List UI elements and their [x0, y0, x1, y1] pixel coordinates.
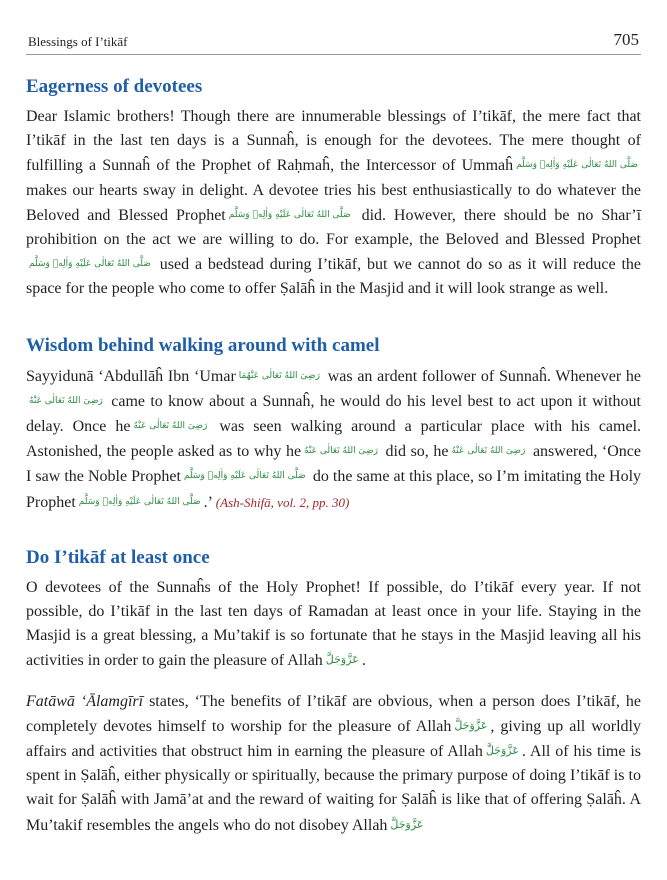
citation: (Ash-Shifā, vol. 2, pp. 30) — [215, 494, 350, 510]
honorific-companion: رَضِىَ اللهُ تَعَالٰى عَنْهُمَا — [238, 370, 320, 381]
section-heading: Do I’tikāf at least once — [26, 546, 210, 568]
honorific-companion: رَضِىَ اللهُ تَعَالٰى عَنْهُ — [133, 421, 208, 432]
section-do-itikaf-once — [26, 545, 641, 838]
section-wisdom-camel — [26, 333, 641, 515]
honorific-allah: عَزَّوَجَلَّ — [390, 817, 424, 831]
page-content — [26, 74, 641, 838]
running-title: Blessings of I’tikāf — [28, 34, 128, 49]
honorific-companion: رَضِىَ اللهُ تَعَالٰى عَنْهُ — [304, 446, 378, 457]
honorific-allah: عَزَّوَجَلَّ — [325, 653, 359, 667]
body-paragraph: O devotees of the Sunnaĥs of the Holy Prophet! If possible, do I’tikāf every year. If not possible, do I’tikāf in the last ten days of Ramadan at least once in your life. Staying in the Masjid is a great blessing, a Mu’takif is so fortunate that he stays in the Masjid leaving all his activities in order to gain the pleasure of Allah عَزَّوَجَلَّ . — [26, 576, 641, 674]
honorific-allah: عَزَّوَجَلَّ — [454, 718, 488, 732]
honorific-companion: رَضِىَ اللهُ تَعَالٰى عَنْهُ — [451, 446, 526, 457]
honorific-prophet: صَلَّى اللهُ تَعَالٰى عَلَيْهِ وَاٰلِهٖ وَسَلَّم — [78, 496, 201, 507]
body-paragraph: Fatāwā ‘Ālamgīrī states, ‘The benefits of I’tikāf are obvious, when a person does I’tikāf, he completely devotes himself to worship for the pleasure of Allah عَزَّوَجَلَّ , giving up all worldly affairs and activities that obstruct him in earning the pleasure of Allah عَزَّوَجَلَّ . All of his time is spent in Ṣalāĥ, either physically or spiritually, because the primary purpose of doing I’tikāf is to wait for Ṣalāĥ with Jamā’at and the reward of waiting for Ṣalāĥ is like that of offering Ṣalāĥ. A Mu’takif resembles the angels who do not disobey Allah عَزَّوَجَلَّ — [26, 690, 641, 838]
page-number: 705 — [613, 30, 639, 49]
body-paragraph: Sayyidunā ‘Abdullāĥ Ibn ‘Umar رَضِىَ اللهُ تَعَالٰى عَنْهُمَا was an ardent follower of Sunnaĥ. Whenever heرَضِىَ اللهُ تَعَالٰى عَنْهُ came to know about a Sunnaĥ, he would do his level best to act upon it without delay. Once he رَضِىَ اللهُ تَعَالٰى عَنْهُ was seen walking around a particular place with his camel. Astonished, the people asked as to why he رَضِىَ اللهُ تَعَالٰى عَنْهُ did so, he رَضِىَ اللهُ تَعَالٰى عَنْهُ answered, ‘Once I saw the Noble Prophet صَلَّى اللهُ تَعَالٰى عَلَيْهِ وَاٰلِهٖ وَسَلَّم do the same at this place, so I’m imitating the Holy Prophet صَلَّى اللهُ تَعَالٰى عَلَيْهِ وَاٰلِهٖ وَسَلَّم .’ (Ash-Shifā, vol. 2, pp. 30) — [26, 364, 641, 515]
honorific-companion: رَضِىَ اللهُ تَعَالٰى عَنْهُ — [29, 395, 103, 406]
body-paragraph: Dear Islamic brothers! Though there are innumerable blessings of I’tikāf, the mere fact that I’tikāf in the last ten days is a Sunnaĥ, is enough for the devotees. The mere thought of fulfilling a Sunnaĥ of the Prophet of Raḥmaĥ, the Intercessor of Ummaĥ صَلَّى اللهُ تَعَالٰى عَلَيْهِ وَاٰلِهٖ وَسَلَّم makes our hearts sway in delight. A devotee tries his best enthusiastically to do whatever the Beloved and Blessed Prophet صَلَّى اللهُ تَعَالٰى عَلَيْهِ وَاٰلِهٖ وَسَلَّم did. However, there should be no Shar’ī prohibition on the act we are willing to do. For example, the Beloved and Blessed Prophetصَلَّى اللهُ تَعَالٰى عَلَيْهِ وَاٰلِهٖ وَسَلَّم used a bedstead during I’tikāf, but we cannot do so as it will reduce the space for the people who come to offer Ṣalāĥ in the Masjid and it will look strange as well. — [26, 108, 642, 298]
section-heading: Eagerness of devotees — [26, 76, 203, 97]
honorific-prophet: صَلَّى اللهُ تَعَالٰى عَلَيْهِ وَاٰلِهٖ وَسَلَّم — [183, 471, 306, 482]
book-title: Fatāwā ‘Ālamgīrī — [26, 692, 144, 710]
honorific-prophet: صَلَّى اللهُ تَعَالٰى عَلَيْهِ وَاٰلِهٖ وَسَلَّم — [228, 209, 351, 220]
section-heading: Wisdom behind walking around with camel — [26, 334, 380, 356]
honorific-prophet: صَلَّى اللهُ تَعَالٰى عَلَيْهِ وَاٰلِهٖ وَسَلَّم — [516, 160, 638, 171]
honorific-allah: عَزَّوَجَلَّ — [485, 744, 519, 758]
section-eagerness-of-devotees — [26, 74, 641, 302]
honorific-prophet: صَلَّى اللهُ تَعَالٰى عَلَيْهِ وَاٰلِهٖ وَسَلَّم — [29, 259, 151, 270]
running-header — [26, 30, 641, 55]
